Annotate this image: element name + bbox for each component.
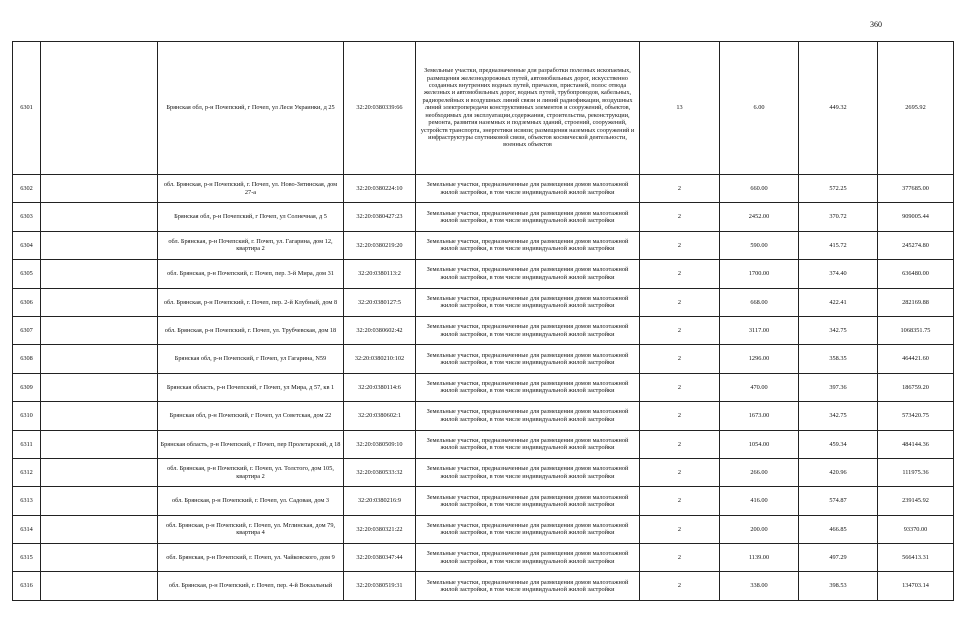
area-value: 470.00 — [720, 373, 799, 401]
blank-cell — [41, 203, 158, 231]
specific-value: 422.41 — [799, 288, 878, 316]
table-row — [13, 515, 954, 543]
row-number: 6303 — [13, 203, 41, 231]
cadastral-number: 32:20:0380339:66 — [344, 42, 416, 175]
blank-cell — [41, 402, 158, 430]
specific-value: 449.32 — [799, 42, 878, 175]
address-cell: Брянская обл, р-н Почепский, г Почеп, ул Солнечная, д 5 — [158, 203, 344, 231]
blank-cell — [41, 544, 158, 572]
area-value: 2452.00 — [720, 203, 799, 231]
table-row — [13, 42, 954, 175]
specific-value: 420.96 — [799, 458, 878, 486]
row-number: 6301 — [13, 42, 41, 175]
blank-cell — [41, 430, 158, 458]
land-use-type: Земельные участки, предназначенные для размещения домов малоэтажной жилой застройки, в том числе индивидуальной жилой застройки — [416, 175, 640, 203]
blank-cell — [41, 231, 158, 259]
zone-number: 2 — [640, 260, 720, 288]
table-row — [13, 402, 954, 430]
area-value: 1700.00 — [720, 260, 799, 288]
specific-value: 497.29 — [799, 544, 878, 572]
blank-cell — [41, 458, 158, 486]
area-value: 3117.00 — [720, 316, 799, 344]
land-use-type: Земельные участки, предназначенные для размещения домов малоэтажной жилой застройки, в том числе индивидуальной жилой застройки — [416, 345, 640, 373]
area-value: 1054.00 — [720, 430, 799, 458]
register-body — [13, 42, 954, 601]
table-row — [13, 373, 954, 401]
table-row — [13, 203, 954, 231]
specific-value: 415.72 — [799, 231, 878, 259]
zone-number: 2 — [640, 572, 720, 600]
blank-cell — [41, 487, 158, 515]
cadastral-value: 573420.75 — [878, 402, 954, 430]
blank-cell — [41, 288, 158, 316]
cadastral-value: 377685.00 — [878, 175, 954, 203]
zone-number: 2 — [640, 402, 720, 430]
cadastral-value: 636480.00 — [878, 260, 954, 288]
cadastral-number: 32:20:0380216:9 — [344, 487, 416, 515]
specific-value: 466.85 — [799, 515, 878, 543]
cadastral-number: 32:20:0380509:10 — [344, 430, 416, 458]
cadastral-value: 239145.92 — [878, 487, 954, 515]
address-cell: обл. Брянская, р-н Почепский, г. Почеп, ул. Толстого, дом 105, квартира 2 — [158, 458, 344, 486]
row-number: 6316 — [13, 572, 41, 600]
address-cell: Брянская область, р-н Почепский, г Почеп, ул Мира, д 57, кв 1 — [158, 373, 344, 401]
specific-value: 374.40 — [799, 260, 878, 288]
table-row — [13, 260, 954, 288]
specific-value: 342.75 — [799, 316, 878, 344]
table-row — [13, 316, 954, 344]
table-row — [13, 572, 954, 600]
blank-cell — [41, 316, 158, 344]
cadastral-value: 566413.31 — [878, 544, 954, 572]
blank-cell — [41, 515, 158, 543]
area-value: 668.00 — [720, 288, 799, 316]
address-cell: Брянская обл, р-н Почепский, г Почеп, ул Гагарина, N59 — [158, 345, 344, 373]
land-use-type: Земельные участки, предназначенные для размещения домов малоэтажной жилой застройки, в том числе индивидуальной жилой застройки — [416, 203, 640, 231]
specific-value: 572.25 — [799, 175, 878, 203]
area-value: 338.00 — [720, 572, 799, 600]
cadastral-value: 134703.14 — [878, 572, 954, 600]
area-value: 266.00 — [720, 458, 799, 486]
address-cell: обл. Брянская, р-н Почепский, г. Почеп, пер. 3-й Мира, дом 31 — [158, 260, 344, 288]
table-row — [13, 458, 954, 486]
cadastral-value: 484144.36 — [878, 430, 954, 458]
blank-cell — [41, 373, 158, 401]
zone-number: 2 — [640, 373, 720, 401]
cadastral-value: 282169.88 — [878, 288, 954, 316]
table-row — [13, 430, 954, 458]
cadastral-number: 32:20:0380219:20 — [344, 231, 416, 259]
row-number: 6305 — [13, 260, 41, 288]
address-cell: обл. Брянская, р-н Почепский, г. Почеп, ул. Гагарина, дом 12, квартира 2 — [158, 231, 344, 259]
area-value: 1139.00 — [720, 544, 799, 572]
row-number: 6312 — [13, 458, 41, 486]
row-number: 6309 — [13, 373, 41, 401]
address-cell: обл. Брянская, р-н Почепский, г. Почеп, ул. Ново-Зятинская, дом 27-а — [158, 175, 344, 203]
land-use-type: Земельные участки, предназначенные для размещения домов малоэтажной жилой застройки, в том числе индивидуальной жилой застройки — [416, 231, 640, 259]
row-number: 6310 — [13, 402, 41, 430]
land-use-type: Земельные участки, предназначенные для размещения домов малоэтажной жилой застройки, в том числе индивидуальной жилой застройки — [416, 316, 640, 344]
land-use-type: Земельные участки, предназначенные для размещения домов малоэтажной жилой застройки, в том числе индивидуальной жилой застройки — [416, 288, 640, 316]
table-row — [13, 231, 954, 259]
cadastral-value: 2695.92 — [878, 42, 954, 175]
zone-number: 2 — [640, 288, 720, 316]
address-cell: обл. Брянская, р-н Почепский, г. Почеп, ул. Трубчевская, дом 18 — [158, 316, 344, 344]
zone-number: 2 — [640, 458, 720, 486]
table-row — [13, 288, 954, 316]
specific-value: 398.53 — [799, 572, 878, 600]
cadastral-value: 93370.00 — [878, 515, 954, 543]
cadastral-number: 32:20:0380113:2 — [344, 260, 416, 288]
table-row — [13, 175, 954, 203]
land-use-type: Земельные участки, предназначенные для размещения домов малоэтажной жилой застройки, в том числе индивидуальной жилой застройки — [416, 402, 640, 430]
blank-cell — [41, 572, 158, 600]
specific-value: 358.35 — [799, 345, 878, 373]
zone-number: 2 — [640, 345, 720, 373]
zone-number: 2 — [640, 203, 720, 231]
land-use-type: Земельные участки, предназначенные для размещения домов малоэтажной жилой застройки, в том числе индивидуальной жилой застройки — [416, 487, 640, 515]
cadastral-value: 1068351.75 — [878, 316, 954, 344]
address-cell: обл. Брянская, р-н Почепский, г. Почеп, пер. 2-й Клубный, дом 8 — [158, 288, 344, 316]
cadastral-number: 32:20:0380321:22 — [344, 515, 416, 543]
land-use-type: Земельные участки, предназначенные для размещения домов малоэтажной жилой застройки, в том числе индивидуальной жилой застройки — [416, 572, 640, 600]
land-use-type: Земельные участки, предназначенные для размещения домов малоэтажной жилой застройки, в том числе индивидуальной жилой застройки — [416, 260, 640, 288]
land-use-type: Земельные участки, предназначенные для размещения домов малоэтажной жилой застройки, в том числе индивидуальной жилой застройки — [416, 515, 640, 543]
cadastral-number: 32:20:0380114:6 — [344, 373, 416, 401]
area-value: 200.00 — [720, 515, 799, 543]
cadastral-number: 32:20:0380210:102 — [344, 345, 416, 373]
cadastral-number: 32:20:0380127:5 — [344, 288, 416, 316]
address-cell: Брянская обл, р-н Почепский, г Почеп, ул Леси Украинки, д 25 — [158, 42, 344, 175]
page-number: 360 — [870, 20, 882, 29]
table-row — [13, 487, 954, 515]
cadastral-value: 111975.36 — [878, 458, 954, 486]
land-use-type: Земельные участки, предназначенные для разработки полезных ископаемых, размещения железнодорожных путей, автомобильных дорог, искусственно созданных внутренних водных путей, причалов, пристаней, полос отвода железных и автомобильных дорог, водных путей, трубопроводов, кабельных, радиорелейных и воздушных линий связи и линий радиофикации, воздушных линий электропередачи конструктивных элементов и сооружений, объектов, необходимых для эксплуатации,содержания, строительства, реконструкции, ремонта, развития наземных и подземных зданий, строений, сооружений, устройств транспорта, энергетики исвязи; размещения наземных сооружений и инфраструктуры спутниковой связи, объектов космической деятельности, военных объектов — [416, 42, 640, 175]
blank-cell — [41, 42, 158, 175]
cadastral-value: 464421.60 — [878, 345, 954, 373]
blank-cell — [41, 175, 158, 203]
address-cell: обл. Брянская, р-н Почепский, г. Почеп, пер. 4-й Вокзальный — [158, 572, 344, 600]
address-cell: Брянская область, р-н Почепский, г Почеп, пер Пролетарский, д 18 — [158, 430, 344, 458]
cadastral-number: 32:20:0380602:1 — [344, 402, 416, 430]
row-number: 6307 — [13, 316, 41, 344]
land-use-type: Земельные участки, предназначенные для размещения домов малоэтажной жилой застройки, в том числе индивидуальной жилой застройки — [416, 544, 640, 572]
cadastral-value: 186759.20 — [878, 373, 954, 401]
land-use-type: Земельные участки, предназначенные для размещения домов малоэтажной жилой застройки, в том числе индивидуальной жилой застройки — [416, 458, 640, 486]
specific-value: 342.75 — [799, 402, 878, 430]
row-number: 6306 — [13, 288, 41, 316]
cadastral-number: 32:20:0380347:44 — [344, 544, 416, 572]
specific-value: 459.34 — [799, 430, 878, 458]
address-cell: Брянская обл, р-н Почепский, г Почеп, ул Советская, дом 22 — [158, 402, 344, 430]
row-number: 6308 — [13, 345, 41, 373]
area-value: 416.00 — [720, 487, 799, 515]
area-value: 660.00 — [720, 175, 799, 203]
zone-number: 2 — [640, 316, 720, 344]
area-value: 1673.00 — [720, 402, 799, 430]
land-use-type: Земельные участки, предназначенные для размещения домов малоэтажной жилой застройки, в том числе индивидуальной жилой застройки — [416, 373, 640, 401]
row-number: 6304 — [13, 231, 41, 259]
zone-number: 2 — [640, 231, 720, 259]
specific-value: 370.72 — [799, 203, 878, 231]
row-number: 6313 — [13, 487, 41, 515]
zone-number: 2 — [640, 515, 720, 543]
area-value: 6.00 — [720, 42, 799, 175]
cadastral-value: 245274.80 — [878, 231, 954, 259]
cadastral-number: 32:20:0380224:10 — [344, 175, 416, 203]
area-value: 590.00 — [720, 231, 799, 259]
row-number: 6302 — [13, 175, 41, 203]
cadastral-number: 32:20:0380533:32 — [344, 458, 416, 486]
area-value: 1296.00 — [720, 345, 799, 373]
row-number: 6311 — [13, 430, 41, 458]
blank-cell — [41, 345, 158, 373]
blank-cell — [41, 260, 158, 288]
row-number: 6315 — [13, 544, 41, 572]
address-cell: обл. Брянская, р-н Почепский, г. Почеп, ул. Садовая, дом 3 — [158, 487, 344, 515]
land-use-type: Земельные участки, предназначенные для размещения домов малоэтажной жилой застройки, в том числе индивидуальной жилой застройки — [416, 430, 640, 458]
table-row — [13, 544, 954, 572]
cadastral-number: 32:20:0380602:42 — [344, 316, 416, 344]
zone-number: 2 — [640, 430, 720, 458]
address-cell: обл. Брянская, р-н Почепский, г. Почеп, ул. Чайковского, дом 9 — [158, 544, 344, 572]
specific-value: 574.87 — [799, 487, 878, 515]
land-register-table — [12, 41, 954, 601]
cadastral-number: 32:20:0380427:23 — [344, 203, 416, 231]
zone-number: 13 — [640, 42, 720, 175]
cadastral-number: 32:20:0380519:31 — [344, 572, 416, 600]
table-row — [13, 345, 954, 373]
specific-value: 397.36 — [799, 373, 878, 401]
row-number: 6314 — [13, 515, 41, 543]
zone-number: 2 — [640, 544, 720, 572]
address-cell: обл. Брянская, р-н Почепский, г. Почеп, ул. Мглинская, дом 79, квартира 4 — [158, 515, 344, 543]
zone-number: 2 — [640, 487, 720, 515]
zone-number: 2 — [640, 175, 720, 203]
cadastral-value: 909005.44 — [878, 203, 954, 231]
